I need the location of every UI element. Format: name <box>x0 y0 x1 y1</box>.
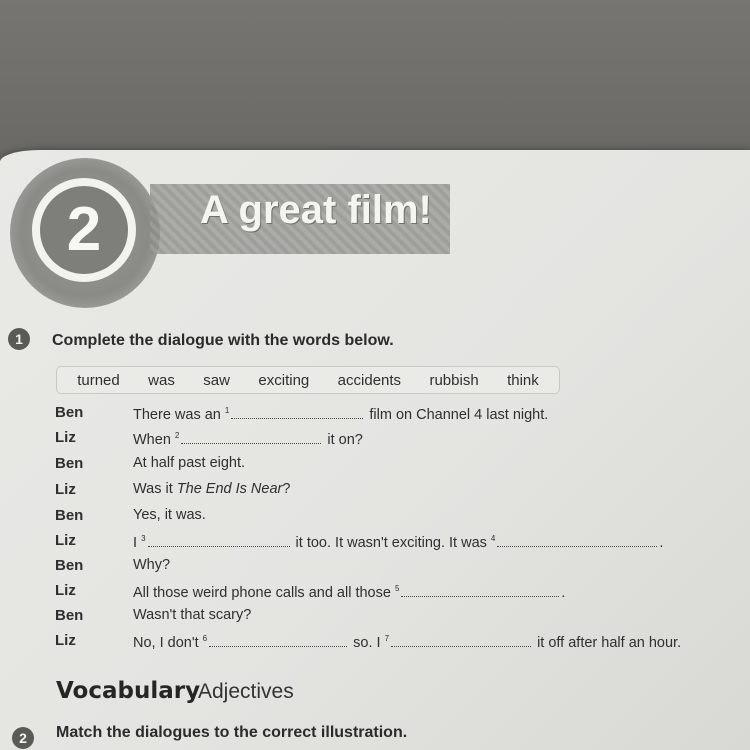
film-title: The End Is Near <box>176 481 283 497</box>
dialogue-text: Wasn't that scary? <box>133 607 252 623</box>
blank-number: 1 <box>224 406 230 416</box>
dialogue-text: Yes, it was. <box>133 507 206 523</box>
unit-title: A great film! <box>200 188 432 232</box>
speaker-name: Ben <box>55 404 84 421</box>
blank-number: 3 <box>141 534 146 544</box>
answer-blank[interactable] <box>181 429 321 444</box>
blank-number: 4 <box>490 534 496 544</box>
vocabulary-topic: Adjectives <box>198 680 294 703</box>
word-box <box>56 366 560 394</box>
blank-number: 6 <box>202 634 208 644</box>
speaker-name: Ben <box>55 607 84 624</box>
exercise-2-number: 2 <box>12 727 34 749</box>
blank-number: 5 <box>394 584 400 594</box>
dialogue-line <box>55 481 735 503</box>
vocabulary-heading: Vocabulary <box>56 678 201 704</box>
unit-badge <box>10 158 160 308</box>
dialogue-text: Was it The End Is Near? <box>133 481 291 497</box>
dialogue-text: No, I don't $^6$ so. I $^7$ it off after half an hour. <box>133 632 681 651</box>
dialogue-line <box>55 429 735 451</box>
speaker-name: Liz <box>55 632 76 649</box>
dialogue-line <box>55 507 735 529</box>
speaker-name: Ben <box>55 557 84 574</box>
word-option: was <box>148 371 175 389</box>
blank-number: 7 <box>384 634 390 644</box>
word-option: accidents <box>337 371 402 389</box>
dialogue-line <box>55 557 735 579</box>
dialogue-text: I $^3$ it too. It wasn't exciting. It was $^4$ . <box>133 532 663 551</box>
word-option: turned <box>77 371 120 389</box>
dialogue-line <box>55 632 735 654</box>
exercise-1-instruction: Complete the dialogue with the words below. <box>52 332 394 349</box>
speaker-name: Ben <box>55 455 84 472</box>
dialogue-line <box>55 455 735 477</box>
speaker-name: Ben <box>55 507 84 524</box>
speaker-name: Liz <box>55 429 76 446</box>
dialogue-line <box>55 607 735 629</box>
answer-blank[interactable] <box>401 582 559 597</box>
dialogue-line <box>55 582 735 604</box>
dialogue-line <box>55 532 735 554</box>
dialogue-text: Why? <box>133 557 171 573</box>
dialogue-text: All those weird phone calls and all those $^5$ . <box>133 582 565 601</box>
dialogue-line <box>55 404 735 426</box>
answer-blank[interactable] <box>148 532 290 547</box>
word-option: exciting <box>258 371 310 389</box>
answer-blank[interactable] <box>497 532 657 547</box>
word-option: saw <box>203 371 230 389</box>
unit-number: 2 <box>66 195 102 264</box>
speaker-name: Liz <box>55 582 76 599</box>
dialogue-text: At half past eight. <box>133 455 246 471</box>
answer-blank[interactable] <box>209 632 347 647</box>
dialogue-text: There was an $^1$ film on Channel 4 last night. <box>133 404 548 423</box>
unit-number-ring <box>32 178 136 282</box>
dialogue-text: When $^2$ it on? <box>133 429 363 448</box>
word-option: rubbish <box>429 371 479 389</box>
exercise-1-number: 1 <box>8 328 30 350</box>
word-option: think <box>507 371 539 389</box>
speaker-name: Liz <box>55 532 76 549</box>
answer-blank[interactable] <box>231 404 363 419</box>
exercise-2-instruction: Match the dialogues to the correct illustration. <box>56 724 408 741</box>
blank-number: 2 <box>174 431 180 441</box>
speaker-name: Liz <box>55 481 76 498</box>
answer-blank[interactable] <box>391 632 531 647</box>
